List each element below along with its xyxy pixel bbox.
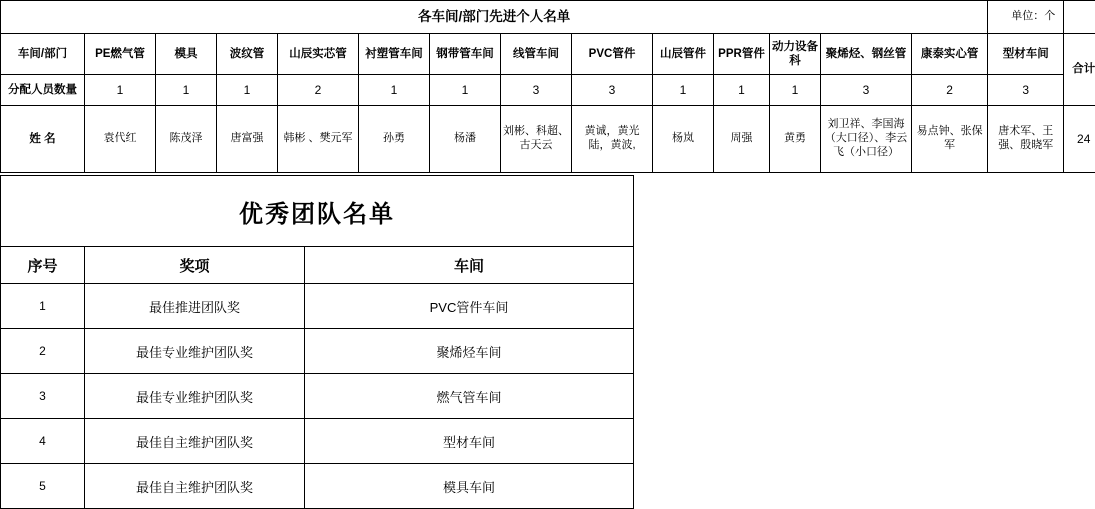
team-row-0-award: 最佳推进团队奖 [85, 284, 305, 329]
count-col-13: 3 [988, 75, 1064, 106]
header-col-6: 线管车间 [501, 34, 572, 75]
count-col-10: 1 [770, 75, 821, 106]
table-row [1, 464, 634, 509]
count-col-7: 3 [572, 75, 653, 106]
count-col-8: 1 [653, 75, 714, 106]
table-row [1, 419, 634, 464]
names-col-13: 唐术军、王强、殷晓军 [988, 106, 1064, 173]
table-title-row [1, 1, 1095, 34]
names-col-5: 杨潘 [430, 106, 501, 173]
count-col-9: 1 [714, 75, 770, 106]
header-col-7: PVC管件 [572, 34, 653, 75]
names-col-12: 易点钟、张保军 [912, 106, 988, 173]
team-header-index: 序号 [1, 247, 85, 284]
count-col-4: 1 [359, 75, 430, 106]
header-col-10: 动力设备科 [770, 34, 821, 75]
team-row-2-index: 3 [1, 374, 85, 419]
header-department: 车间/部门 [1, 34, 85, 75]
count-col-5: 1 [430, 75, 501, 106]
count-col-11: 3 [821, 75, 912, 106]
count-col-0: 1 [85, 75, 156, 106]
team-title-row [1, 176, 634, 247]
count-col-6: 3 [501, 75, 572, 106]
names-col-3: 韩彬 、樊元军 [278, 106, 359, 173]
count-col-1: 1 [156, 75, 217, 106]
names-col-8: 杨岚 [653, 106, 714, 173]
names-col-2: 唐富强 [217, 106, 278, 173]
names-col-1: 陈茂泽 [156, 106, 217, 173]
header-total: 合计 [1064, 34, 1095, 106]
team-row-0-index: 1 [1, 284, 85, 329]
team-header-workshop: 车间 [305, 247, 634, 284]
team-row-4-award: 最佳自主维护团队奖 [85, 464, 305, 509]
names-col-7: 黄诚，黄光陆，黄波, [572, 106, 653, 173]
header-col-13: 型材车间 [988, 34, 1064, 75]
table-header-row [1, 34, 1095, 75]
header-col-8: 山辰管件 [653, 34, 714, 75]
team-row-4-workshop: 模具车间 [305, 464, 634, 509]
team-header-row [1, 247, 634, 284]
header-col-1: 模具 [156, 34, 217, 75]
names-col-0: 袁代红 [85, 106, 156, 173]
total-value: 24 [1064, 106, 1095, 173]
names-row [1, 106, 1095, 173]
row-label-names: 姓 名 [1, 106, 85, 173]
team-awards-table [0, 175, 634, 509]
names-col-6: 刘彬、科超、古天云 [501, 106, 572, 173]
title-row-spacer [1064, 1, 1095, 34]
team-row-0-workshop: PVC管件车间 [305, 284, 634, 329]
table-row [1, 329, 634, 374]
individual-awards-table [0, 0, 1095, 173]
team-row-2-workshop: 燃气管车间 [305, 374, 634, 419]
header-col-4: 衬塑管车间 [359, 34, 430, 75]
header-col-12: 康泰实心管 [912, 34, 988, 75]
table-row [1, 374, 634, 419]
table-row [1, 284, 634, 329]
header-col-9: PPR管件 [714, 34, 770, 75]
team-row-3-award: 最佳自主维护团队奖 [85, 419, 305, 464]
names-col-9: 周强 [714, 106, 770, 173]
names-col-10: 黄勇 [770, 106, 821, 173]
row-label-count: 分配人员数量 [1, 75, 85, 106]
header-col-5: 钢带管车间 [430, 34, 501, 75]
count-row [1, 75, 1095, 106]
header-col-11: 聚烯烃、钢丝管 [821, 34, 912, 75]
names-col-11: 刘卫祥、李国海（大口径）、李云飞（小口径） [821, 106, 912, 173]
team-row-1-award: 最佳专业维护团队奖 [85, 329, 305, 374]
team-table-title: 优秀团队名单 [1, 176, 634, 247]
unit-note: 单位：个 [988, 1, 1064, 34]
individual-table-title: 各车间/部门先进个人名单 [1, 1, 988, 34]
count-col-3: 2 [278, 75, 359, 106]
team-row-2-award: 最佳专业维护团队奖 [85, 374, 305, 419]
team-header-award: 奖项 [85, 247, 305, 284]
count-col-2: 1 [217, 75, 278, 106]
names-col-4: 孙勇 [359, 106, 430, 173]
header-col-3: 山辰实芯管 [278, 34, 359, 75]
header-col-2: 波纹管 [217, 34, 278, 75]
team-row-1-workshop: 聚烯烃车间 [305, 329, 634, 374]
team-row-3-workshop: 型材车间 [305, 419, 634, 464]
team-row-3-index: 4 [1, 419, 85, 464]
count-col-12: 2 [912, 75, 988, 106]
team-row-1-index: 2 [1, 329, 85, 374]
header-col-0: PE燃气管 [85, 34, 156, 75]
team-row-4-index: 5 [1, 464, 85, 509]
